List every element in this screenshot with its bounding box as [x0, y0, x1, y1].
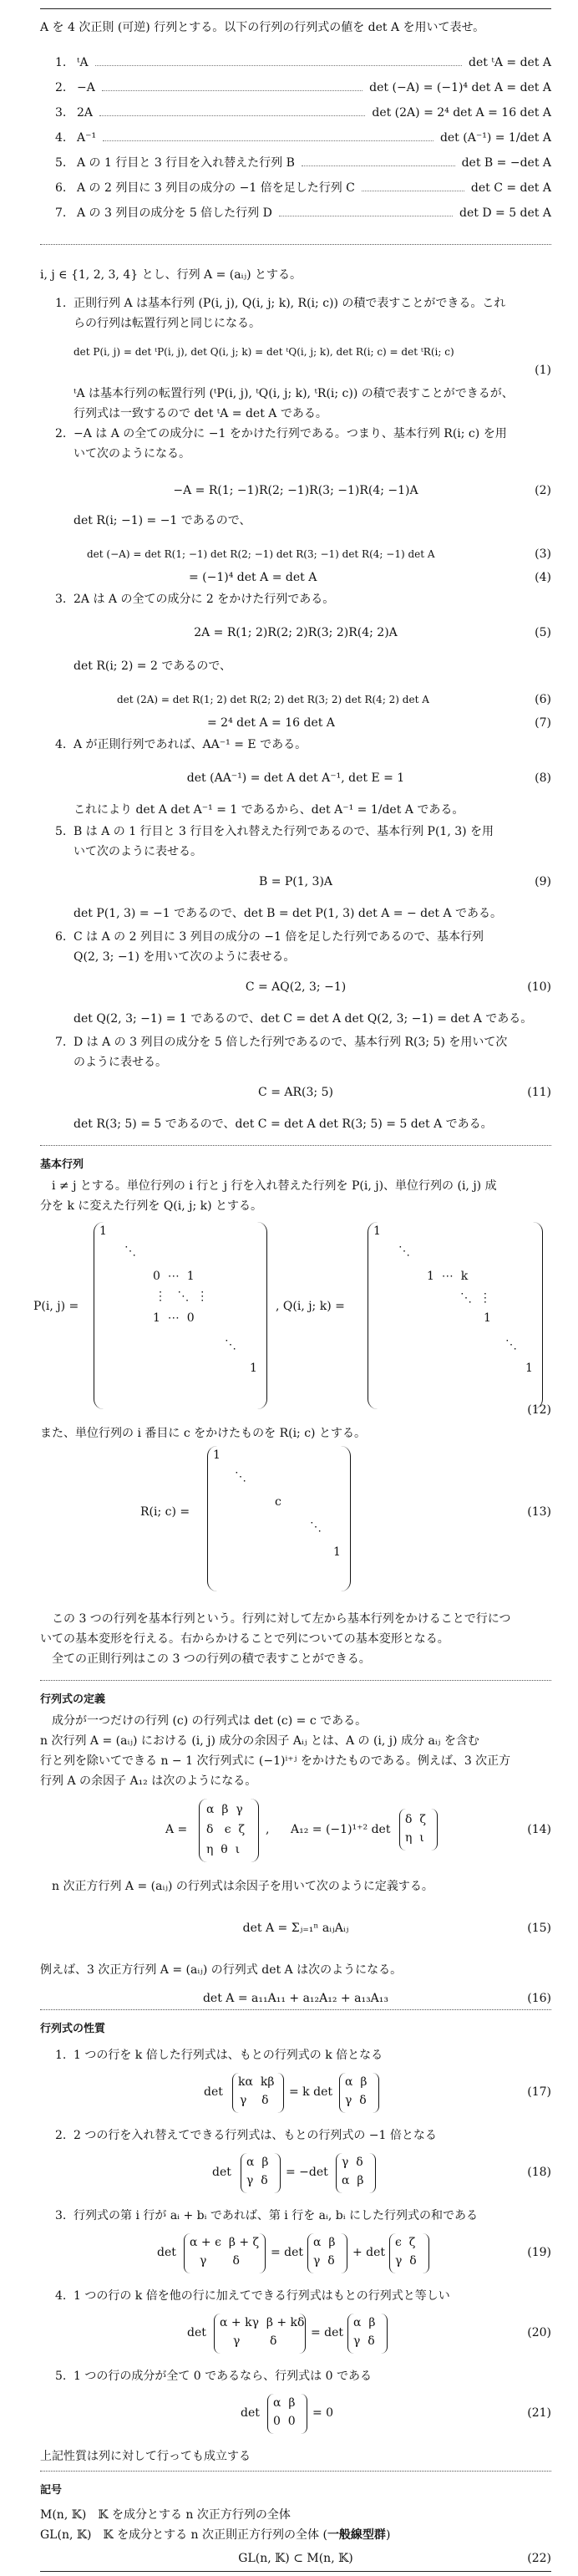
equation: det (−A) = det R(1; −1) det R(2; −1) det R(3; −1) det R(4; −1) det A: [87, 548, 435, 560]
divider: [40, 2471, 551, 2472]
matrix-P: 1 ⋱ 0 ⋯ 1 ⋮ ⋱ ⋮ 1 ⋯ 0 ⋱ 1: [94, 1222, 267, 1409]
divider: [40, 1145, 551, 1146]
equation: det: [241, 2406, 260, 2420]
section-heading: 基本行列: [40, 1158, 84, 1171]
bottom-rule: [40, 2571, 551, 2572]
equation: det: [212, 2166, 231, 2179]
equation: C = AQ(2, 3; −1): [245, 980, 347, 994]
equation: det: [187, 2326, 206, 2339]
equation: B = P(1, 3)A: [258, 875, 333, 888]
equation: det A = a₁₁A₁₁ + a₁₂A₁₂ + a₁₃A₁₃: [202, 1992, 389, 2005]
equation: det (AA⁻¹) = det A det A⁻¹, det E = 1: [186, 771, 405, 785]
equation: det: [204, 2085, 223, 2099]
matrix-R: 1 ⋱ c ⋱ 1: [207, 1446, 351, 1591]
matrix-minor: δ ζ η ι: [399, 1809, 438, 1851]
equation: det A = Σⱼ₌₁ⁿ aᵢⱼAᵢⱼ: [242, 1922, 349, 1935]
problem-item: 7. A の 3 列目の成分を 5 倍した行列 D det D = 5 det A: [55, 204, 551, 222]
equation: C = AR(3; 5): [258, 1086, 333, 1099]
section-heading: 行列式の定義: [40, 1693, 106, 1706]
top-rule: [40, 8, 551, 9]
section-heading: 記号: [40, 2484, 63, 2497]
matrix-Q: 1 ⋱ 1 ⋯ k ⋱ ⋮ 1 ⋱ 1: [368, 1222, 543, 1409]
intro-text: A を 4 次正則 (可逆) 行列とする。以下の行列の行列式の値を det A を用いて表せ。: [40, 21, 485, 34]
problem-item: 5. A の 1 行目と 3 行目を入れ替えた行列 B det B = −det A: [55, 154, 551, 172]
page: A を 4 次正則 (可逆) 行列とする。以下の行列の行列式の値を det A を用いて表せ。 1. ᵗA det ᵗA = det A 2. −A det (−A) = (−1)⁴ det A = det A 3. 2A det (2A) = 2⁴ det A = 16 det A 4. A⁻¹ det (A⁻¹) = 1/det A 5. A の 1 行目と 3 行目を入れ替えた行列 B det B = −det A 6. A の 2 列目に 3 列目の成分の −1 倍を足した行列 C det C = det A 7. A の 3 列目の成分を 5 倍した行列 D det D = 5 det A i, j ∈ {1, 2, 3, 4} とし、行列 A = (aᵢⱼ) とする。 1. 正則行列 A は基本行列 (P(i, j), Q(i, j; k), R(i; c)) の積で表すことができる。これ らの行列は転置行列と同じになる。 det P(i, j) = det ᵗP(i, j), det Q(i, j; k) = det ᵗQ(i, j; k), det R(i; c) = det ᵗR(i; c) (1) ᵗA は基本行列の転置行列 (ᵗP(i, j), ᵗQ(i, j; k), ᵗR(i; c)) の積で表すことができるが、 行列式は一致するので det ᵗA = det A である。 2. −A は A の全ての成分に −1 をかけた行列である。つまり、基本行列 R(i; c) を用 いて次のようになる。 −A = R(1; −1)R(2; −1)R(3; −1)R(4; −1)A (2) det R(i; −1) = −1 であるので、 det (−A) = det R(1; −1) det R(2; −1) det R(3; −1) det R(4; −1) det A (3) = (−1)⁴ det A = det A (4) 3. 2A は A の全ての成分に 2 をかけた行列である。 2A = R(1; 2)R(2; 2)R(3; 2)R(4; 2)A (5) det R(i; 2) = 2 であるので、 det (2A) = det R(1; 2) det R(2; 2) det R(3; 2) det R(4; 2) det A (6) = 2⁴ det A = 16 det A (7) 4. A が正則行列であれば、AA⁻¹ = E である。 det (AA⁻¹) = det A det A⁻¹, det E = 1 (8) これにより det A det A⁻¹ = 1 であるから、det A⁻¹ = 1/det A である。 5. B は A の 1 行目と 3 行目を入れ替えた行列であるので、基本行列 P(1, 3) を用 いて次のように表せる。 B = P(1, 3)A (9) det P(1, 3) = −1 であるので、det B = det P(1, 3) det A = − det A である。 6. C は A の 2 列目に 3 列目の成分の −1 倍を足した行列であるので、基本行列 Q(2, 3; −1) を用いて次のように表せる。 C = AQ(2, 3; −1) (10) det Q(2, 3; −1) = 1 であるので、det C = det A det Q(2, 3; −1) = det A である。 7. D は A の 3 列目の成分を 5 倍した行列であるので、基本行列 R(3; 5) を用いて次 のように表せる。 C = AR(3; 5) (11) det R(3; 5) = 5 であるので、det C = det A det R(3; 5) = 5 det A である。 基本行列 i ≠ j とする。単位行列の i 行と j 行を入れ替えた行列を P(i, j)、単位行列の (i, j) 成 分を k に変えた行列を Q(i, j; k) とする。 P(i, j) = 1 ⋱ 0 ⋯ 1 ⋮ ⋱ ⋮ 1 ⋯ 0 ⋱ 1 , Q(i, j; k) = 1 ⋱ 1 ⋯ k ⋱ ⋮ 1 ⋱ 1 (12) また、単位行列の i 番目に c をかけたものを R(i; c) とする。 R(i; c) = 1 ⋱ c ⋱ 1 (13) この 3 つの行列を基本行列という。行列に対して左から基本行列をかけることで行につ いての基本変形を行える。右からかけることで列についての基本変形となる。 全ての正則行列はこの 3 つの行列の積で表すことができる。 行列式の定義 成分が一つだけの行列 (c) の行列式は det (c) = c である。 n 次行列 A = (aᵢⱼ) における (i, j) 成分の余因子 Aᵢⱼ とは、A の (i, j) 成分 aᵢⱼ を含む 行と列を除いてできる n − 1 次行列式に (−1)ⁱ⁺ʲ をかけたものである。例えば、3 次正方 行列 A の余因子 A₁₂ は次のようになる。 A = α β γ δ ϵ ζ η θ ι , A₁₂ = (−1)¹⁺² det δ ζ η ι (14) n 次正方行列 A = (aᵢⱼ) の行列式は余因子を用いて次のように定義する。 det A = Σⱼ₌₁ⁿ aᵢⱼAᵢⱼ (15) 例えば、3 次正方行列 A = (aᵢⱼ) の行列式 det A は次のようになる。 det A = a₁₁A₁₁ + a₁₂A₁₂ + a₁₃A₁₃ (16) 行列式の性質 1. 1 つの行を k 倍した行列式は、もとの行列式の k 倍となる det kα kβ γ δ = k det α β γ δ (17) 2. 2 つの行を入れ替えてできる行列式は、もとの行列式の −1 倍となる det α β γ δ = −det γ δ α β (18) 3. 行列式の第 i 行が aᵢ + bᵢ であれば、第 i 行を aᵢ, bᵢ にした行列式の和である det α + ϵ β + ζ γ δ = det α β γ δ + det ϵ ζ γ δ (19) 4. 1 つの行の k 倍を他の行に加えてできる行列式はもとの行列式と等しい det α + kγ β + kδ γ δ = det α β γ δ (20) 5. 1 つの行の成分が全て 0 であるなら、行列式は 0 である det α β 0 0 = 0 (21) 上記性質は列に対して行っても成立する 記号 M(n, 𝕂) 𝕂 を成分とする n 次正方行列の全体 GL(n, 𝕂) 𝕂 を成分とする n 次正則正方行列の全体 (一般線型群) GL(n, 𝕂) ⊂ M(n, 𝕂) (22): [0, 0, 578, 2576]
problem-item: 3. 2A det (2A) = 2⁴ det A = 16 det A: [55, 104, 551, 122]
setup-text: i, j ∈ {1, 2, 3, 4} とし、行列 A = (aᵢⱼ) とする。: [40, 268, 302, 282]
problem-item: 2. −A det (−A) = (−1)⁴ det A = det A: [55, 79, 551, 97]
section-heading: 行列式の性質: [40, 2023, 106, 2035]
divider: [40, 244, 551, 245]
equation: det (2A) = det R(1; 2) det R(2; 2) det R(3; 2) det R(4; 2) det A: [117, 694, 429, 705]
divider: [40, 1680, 551, 1681]
equation: det: [157, 2246, 176, 2259]
equation: GL(n, 𝕂) ⊂ M(n, 𝕂): [238, 2552, 353, 2565]
divider: [40, 2009, 551, 2010]
equation: −A = R(1; −1)R(2; −1)R(3; −1)R(4; −1)A: [173, 484, 418, 497]
problem-item: 6. A の 2 列目に 3 列目の成分の −1 倍を足した行列 C det C = det A: [55, 179, 551, 197]
problem-item: 1. ᵗA det ᵗA = det A: [55, 53, 551, 72]
equation: = (−1)⁴ det A = det A: [189, 571, 317, 584]
matrix-A: α β γ δ ϵ ζ η θ ι: [199, 1799, 259, 1862]
equation: 2A = R(1; 2)R(2; 2)R(3; 2)R(4; 2)A: [194, 626, 398, 639]
problem-item: 4. A⁻¹ det (A⁻¹) = 1/det A: [55, 129, 551, 147]
equation: det P(i, j) = det ᵗP(i, j), det Q(i, j; k) = det ᵗQ(i, j; k), det R(i; c) = det ᵗR(i; c): [74, 346, 454, 358]
equation: = 2⁴ det A = 16 det A: [207, 716, 335, 730]
